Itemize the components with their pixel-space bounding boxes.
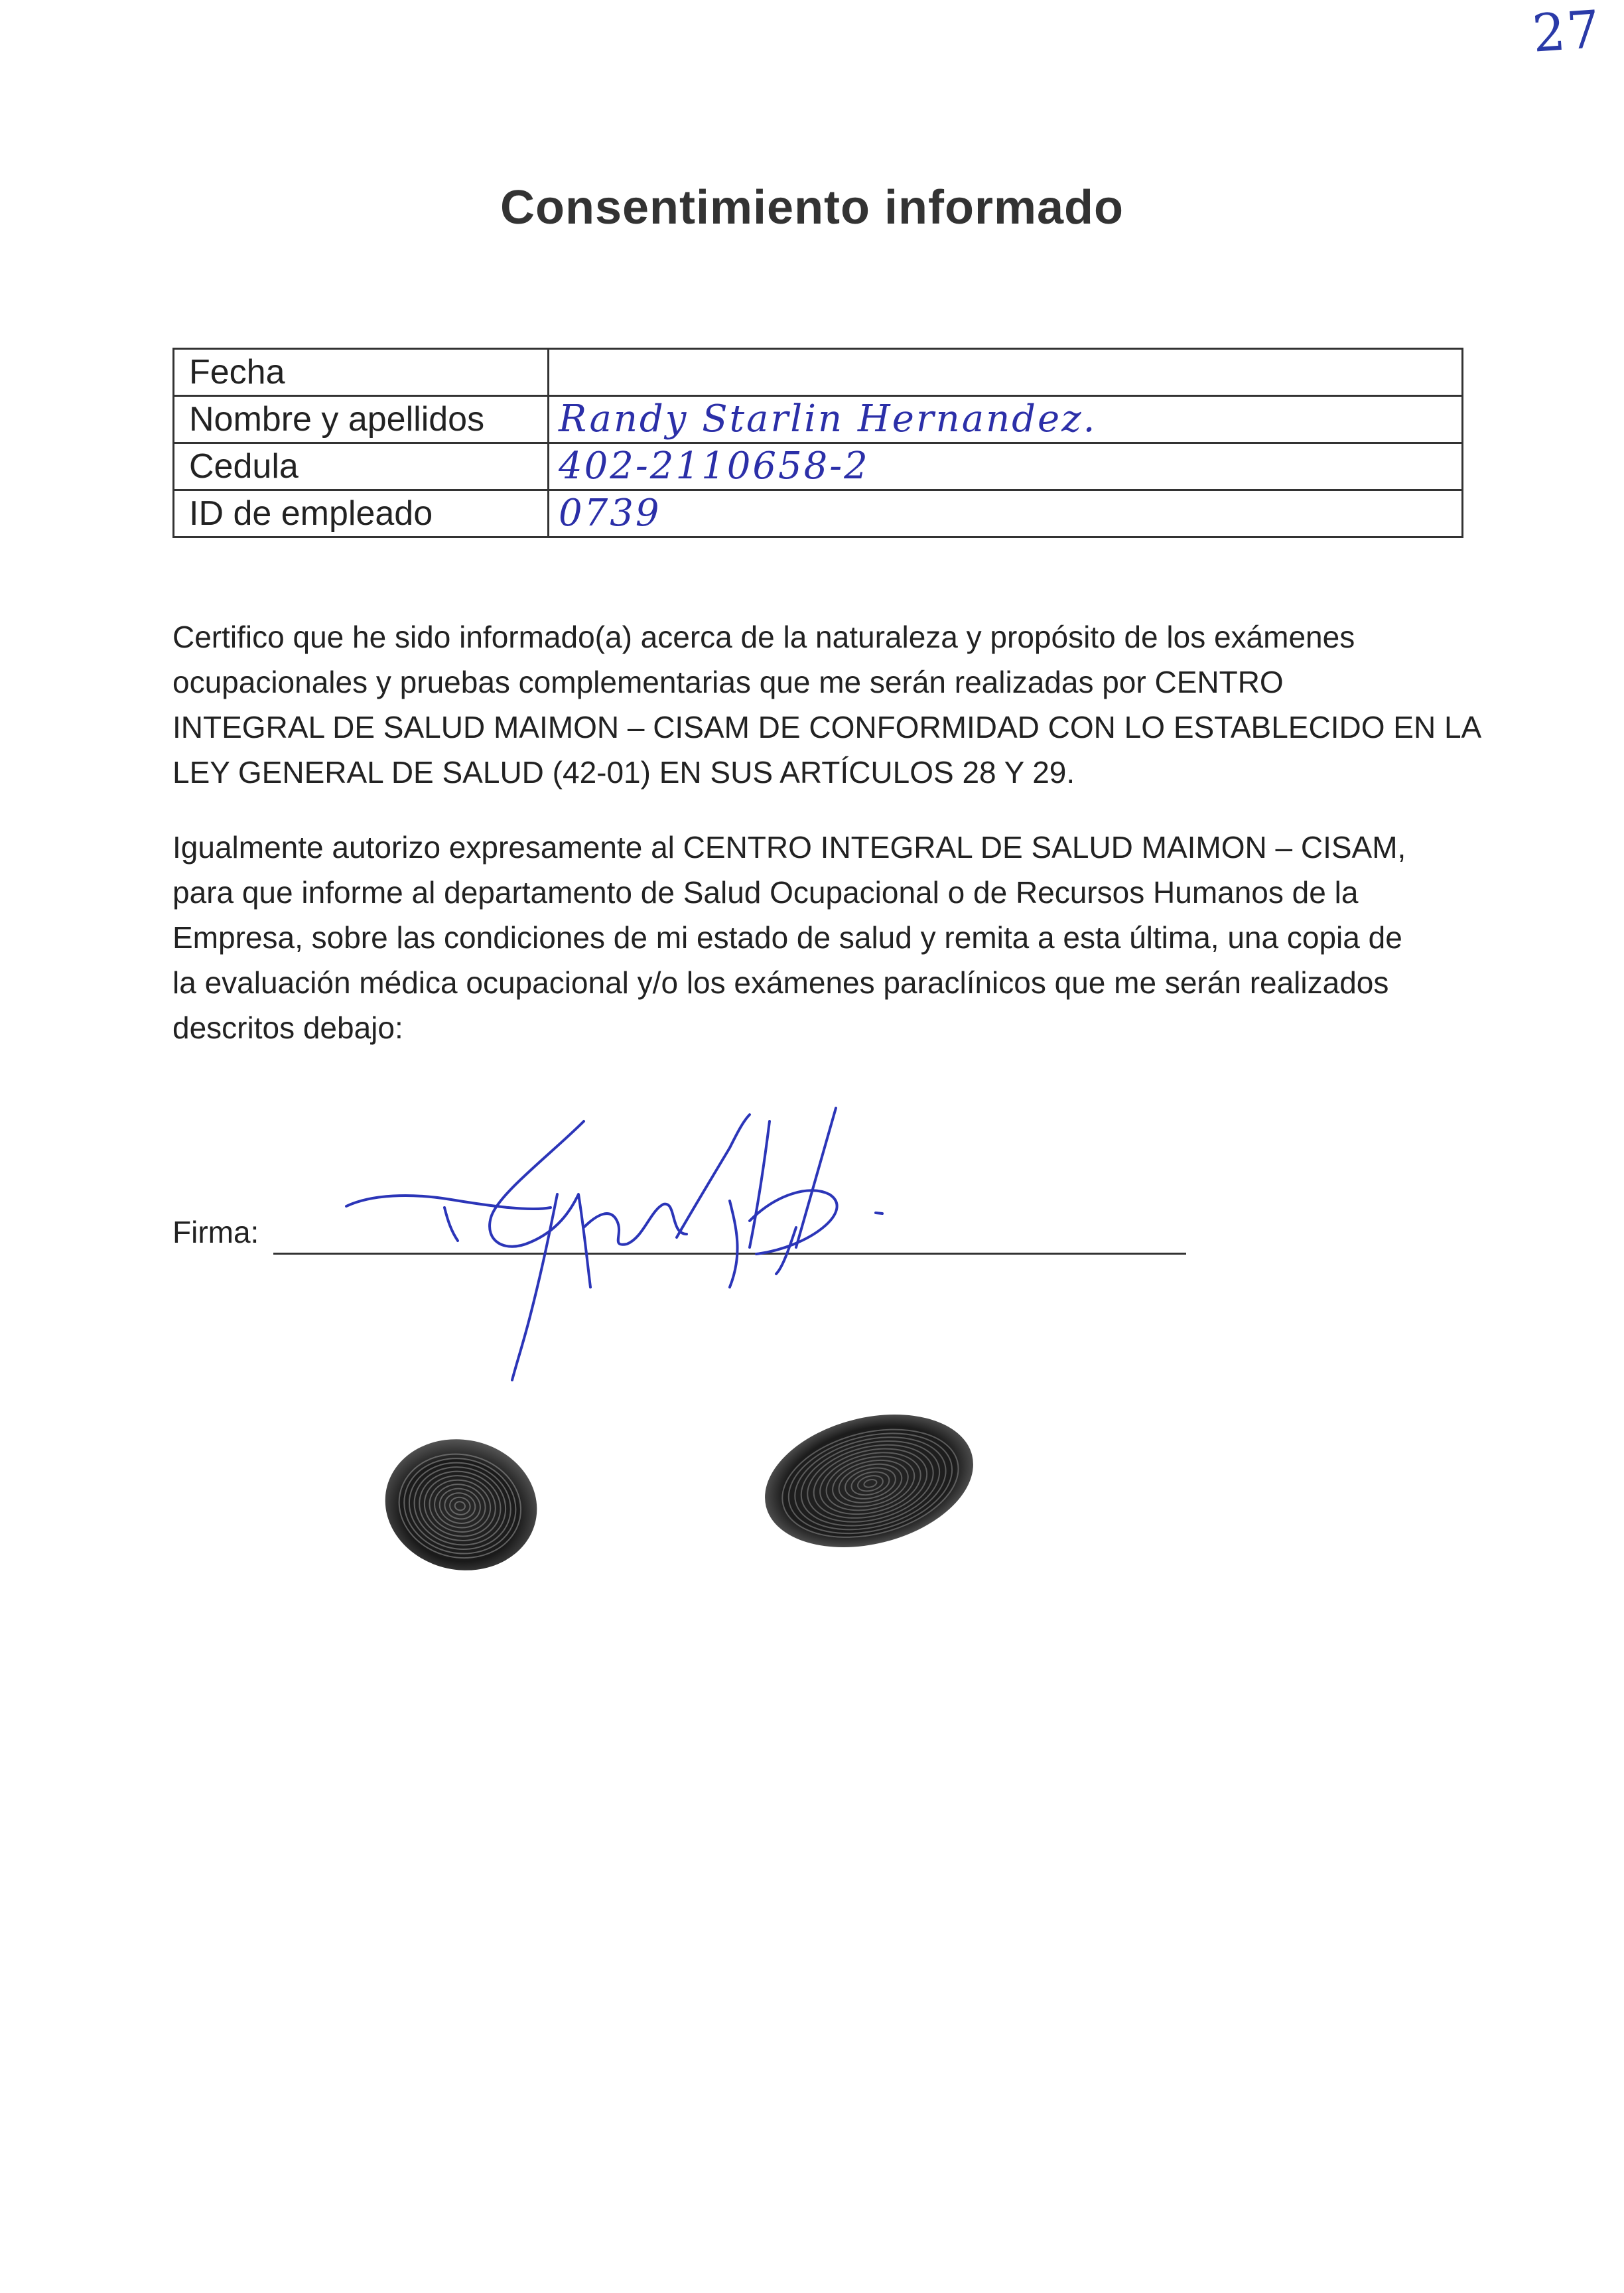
paragraph-line: INTEGRAL DE SALUD MAIMON – CISAM DE CONFORMIDAD CON LO ESTABLECIDO EN LA [172, 710, 1482, 744]
field-label-cedula: Cedula [174, 443, 549, 490]
handwritten-signature [332, 1095, 929, 1387]
field-label-id-empleado: ID de empleado [174, 490, 549, 537]
handwritten-page-number: 27 [1530, 0, 1603, 64]
table-row-id-empleado [174, 490, 1463, 537]
authorization-paragraph [172, 825, 1473, 1050]
certification-paragraph [172, 614, 1482, 795]
field-value-cedula: 402-2110658-2 [549, 443, 1463, 490]
field-label-nombre: Nombre y apellidos [174, 396, 549, 443]
paragraph-line: LEY GENERAL DE SALUD (42-01) EN SUS ARTÍCULOS 28 Y 29. [172, 755, 1075, 790]
paragraph-line: para que informe al departamento de Salud Ocupacional o de Recursos Humanos de la [172, 875, 1359, 910]
table-row-fecha [174, 349, 1463, 396]
paragraph-line: Igualmente autorizo expresamente al CENTRO INTEGRAL DE SALUD MAIMON – CISAM, [172, 830, 1406, 865]
document-title: Consentimiento informado [500, 181, 1124, 234]
right-thumbprint [750, 1400, 988, 1566]
field-label-fecha: Fecha [174, 349, 549, 396]
field-value-fecha [549, 349, 1463, 396]
field-value-nombre: Randy Starlin Hernandez. [549, 396, 1463, 443]
paragraph-line: la evaluación médica ocupacional y/o los exámenes paraclínicos que me serán realizados [172, 965, 1389, 1000]
field-value-id-empleado: 0739 [549, 490, 1463, 537]
left-thumbprint [372, 1426, 551, 1579]
paragraph-line: descritos debajo: [172, 1010, 403, 1045]
table-row-cedula [174, 443, 1463, 490]
table-row-nombre [174, 396, 1463, 443]
signature-label: Firma: [172, 1215, 259, 1249]
paragraph-line: ocupacionales y pruebas complementarias que me serán realizadas por CENTRO [172, 665, 1284, 699]
paragraph-line: Certifico que he sido informado(a) acerca de la naturaleza y propósito de los exámenes [172, 620, 1355, 654]
employee-info-table [172, 348, 1463, 538]
paragraph-line: Empresa, sobre las condiciones de mi estado de salud y remita a esta última, una copia de [172, 920, 1402, 955]
